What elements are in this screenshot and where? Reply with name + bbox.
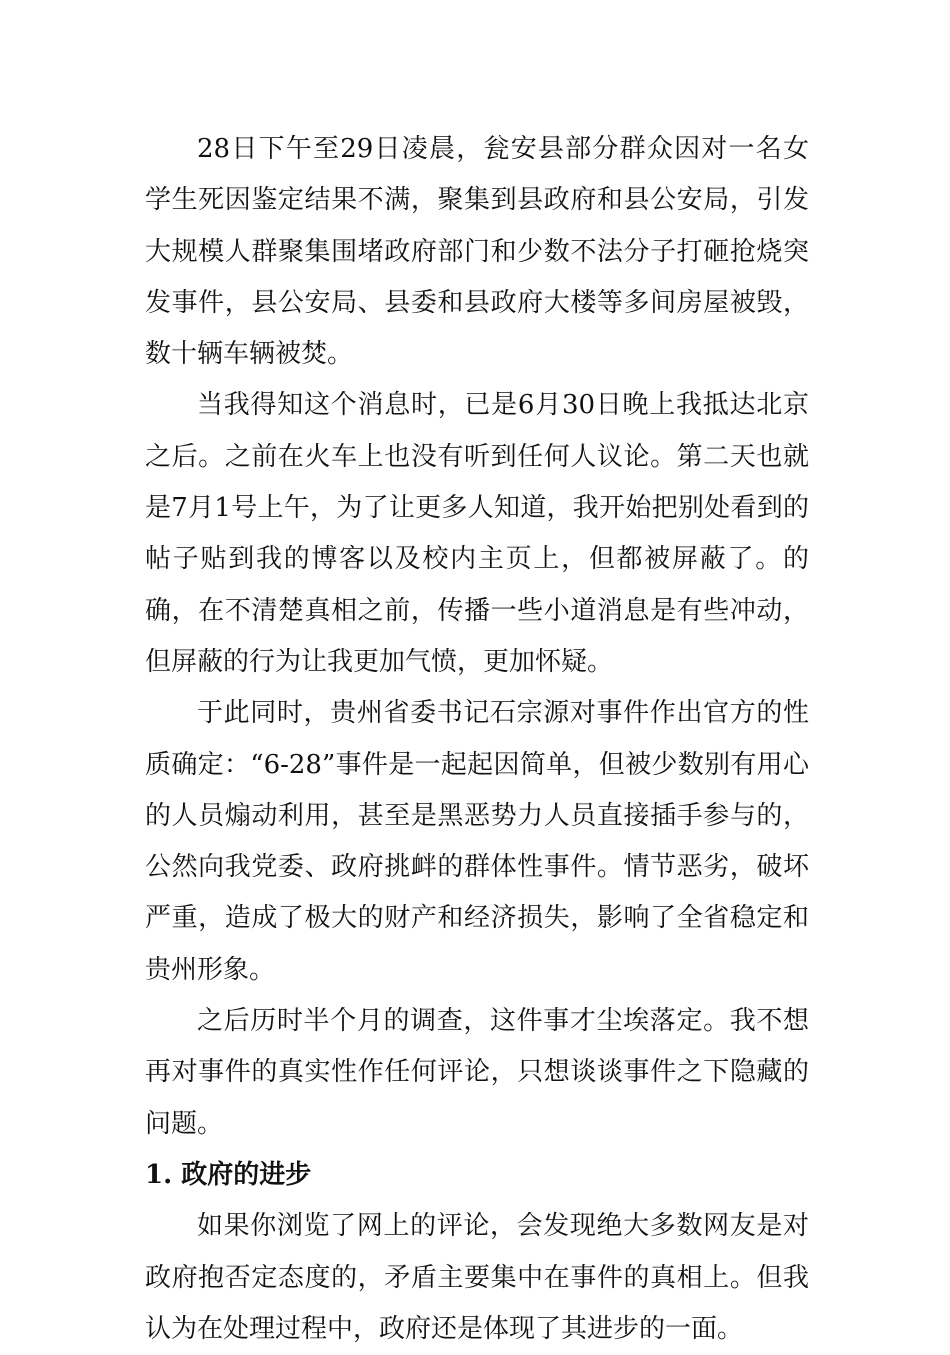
paragraph-2: 当我得知这个消息时，已是6月30日晚上我抵达北京之后。之前在火车上也没有听到任何人议论。第二天也就是7月1号上午，为了让更多人知道，我开始把别处看到的帖子贴到我的博客以及校内主页上，但都被屏蔽了。的确，在不清楚真相之前，传播一些小道消息是有些冲动，但屏蔽的行为让我更加气愤，更加怀疑。 bbox=[145, 390, 809, 677]
paragraph-4: 之后历时半个月的调查，这件事才尘埃落定。我不想再对事件的真实性作任何评论，只想谈谈事件之下隐藏的问题。 bbox=[145, 1006, 809, 1139]
section-heading: 1. 政府的进步 bbox=[145, 1159, 312, 1190]
paragraph-3: 于此同时，贵州省委书记石宗源对事件作出官方的性质确定：“6-28”事件是一起起因简单，但被少数别有用心的人员煽动利用，甚至是黑恶势力人员直接插手参与的，公然向我党委、政府挑衅的群体性事件。情节恶劣，破坏严重，造成了极大的财产和经济损失，影响了全省稳定和贵州形象。 bbox=[145, 698, 809, 985]
section-paragraph: 如果你浏览了网上的评论，会发现绝大多数网友是对政府抱否定态度的，矛盾主要集中在事件的真相上。但我认为在处理过程中，政府还是体现了其进步的一面。 bbox=[145, 1211, 809, 1344]
paragraph-1: 28日下午至29日凌晨，瓮安县部分群众因对一名女学生死因鉴定结果不满，聚集到县政府和县公安局，引发大规模人群聚集围堵政府部门和少数不法分子打砸抢烧突发事件，县公安局、县委和县政府大楼等多间房屋被毁，数十辆车辆被焚。 bbox=[145, 134, 809, 370]
document-body bbox=[145, 124, 809, 1355]
